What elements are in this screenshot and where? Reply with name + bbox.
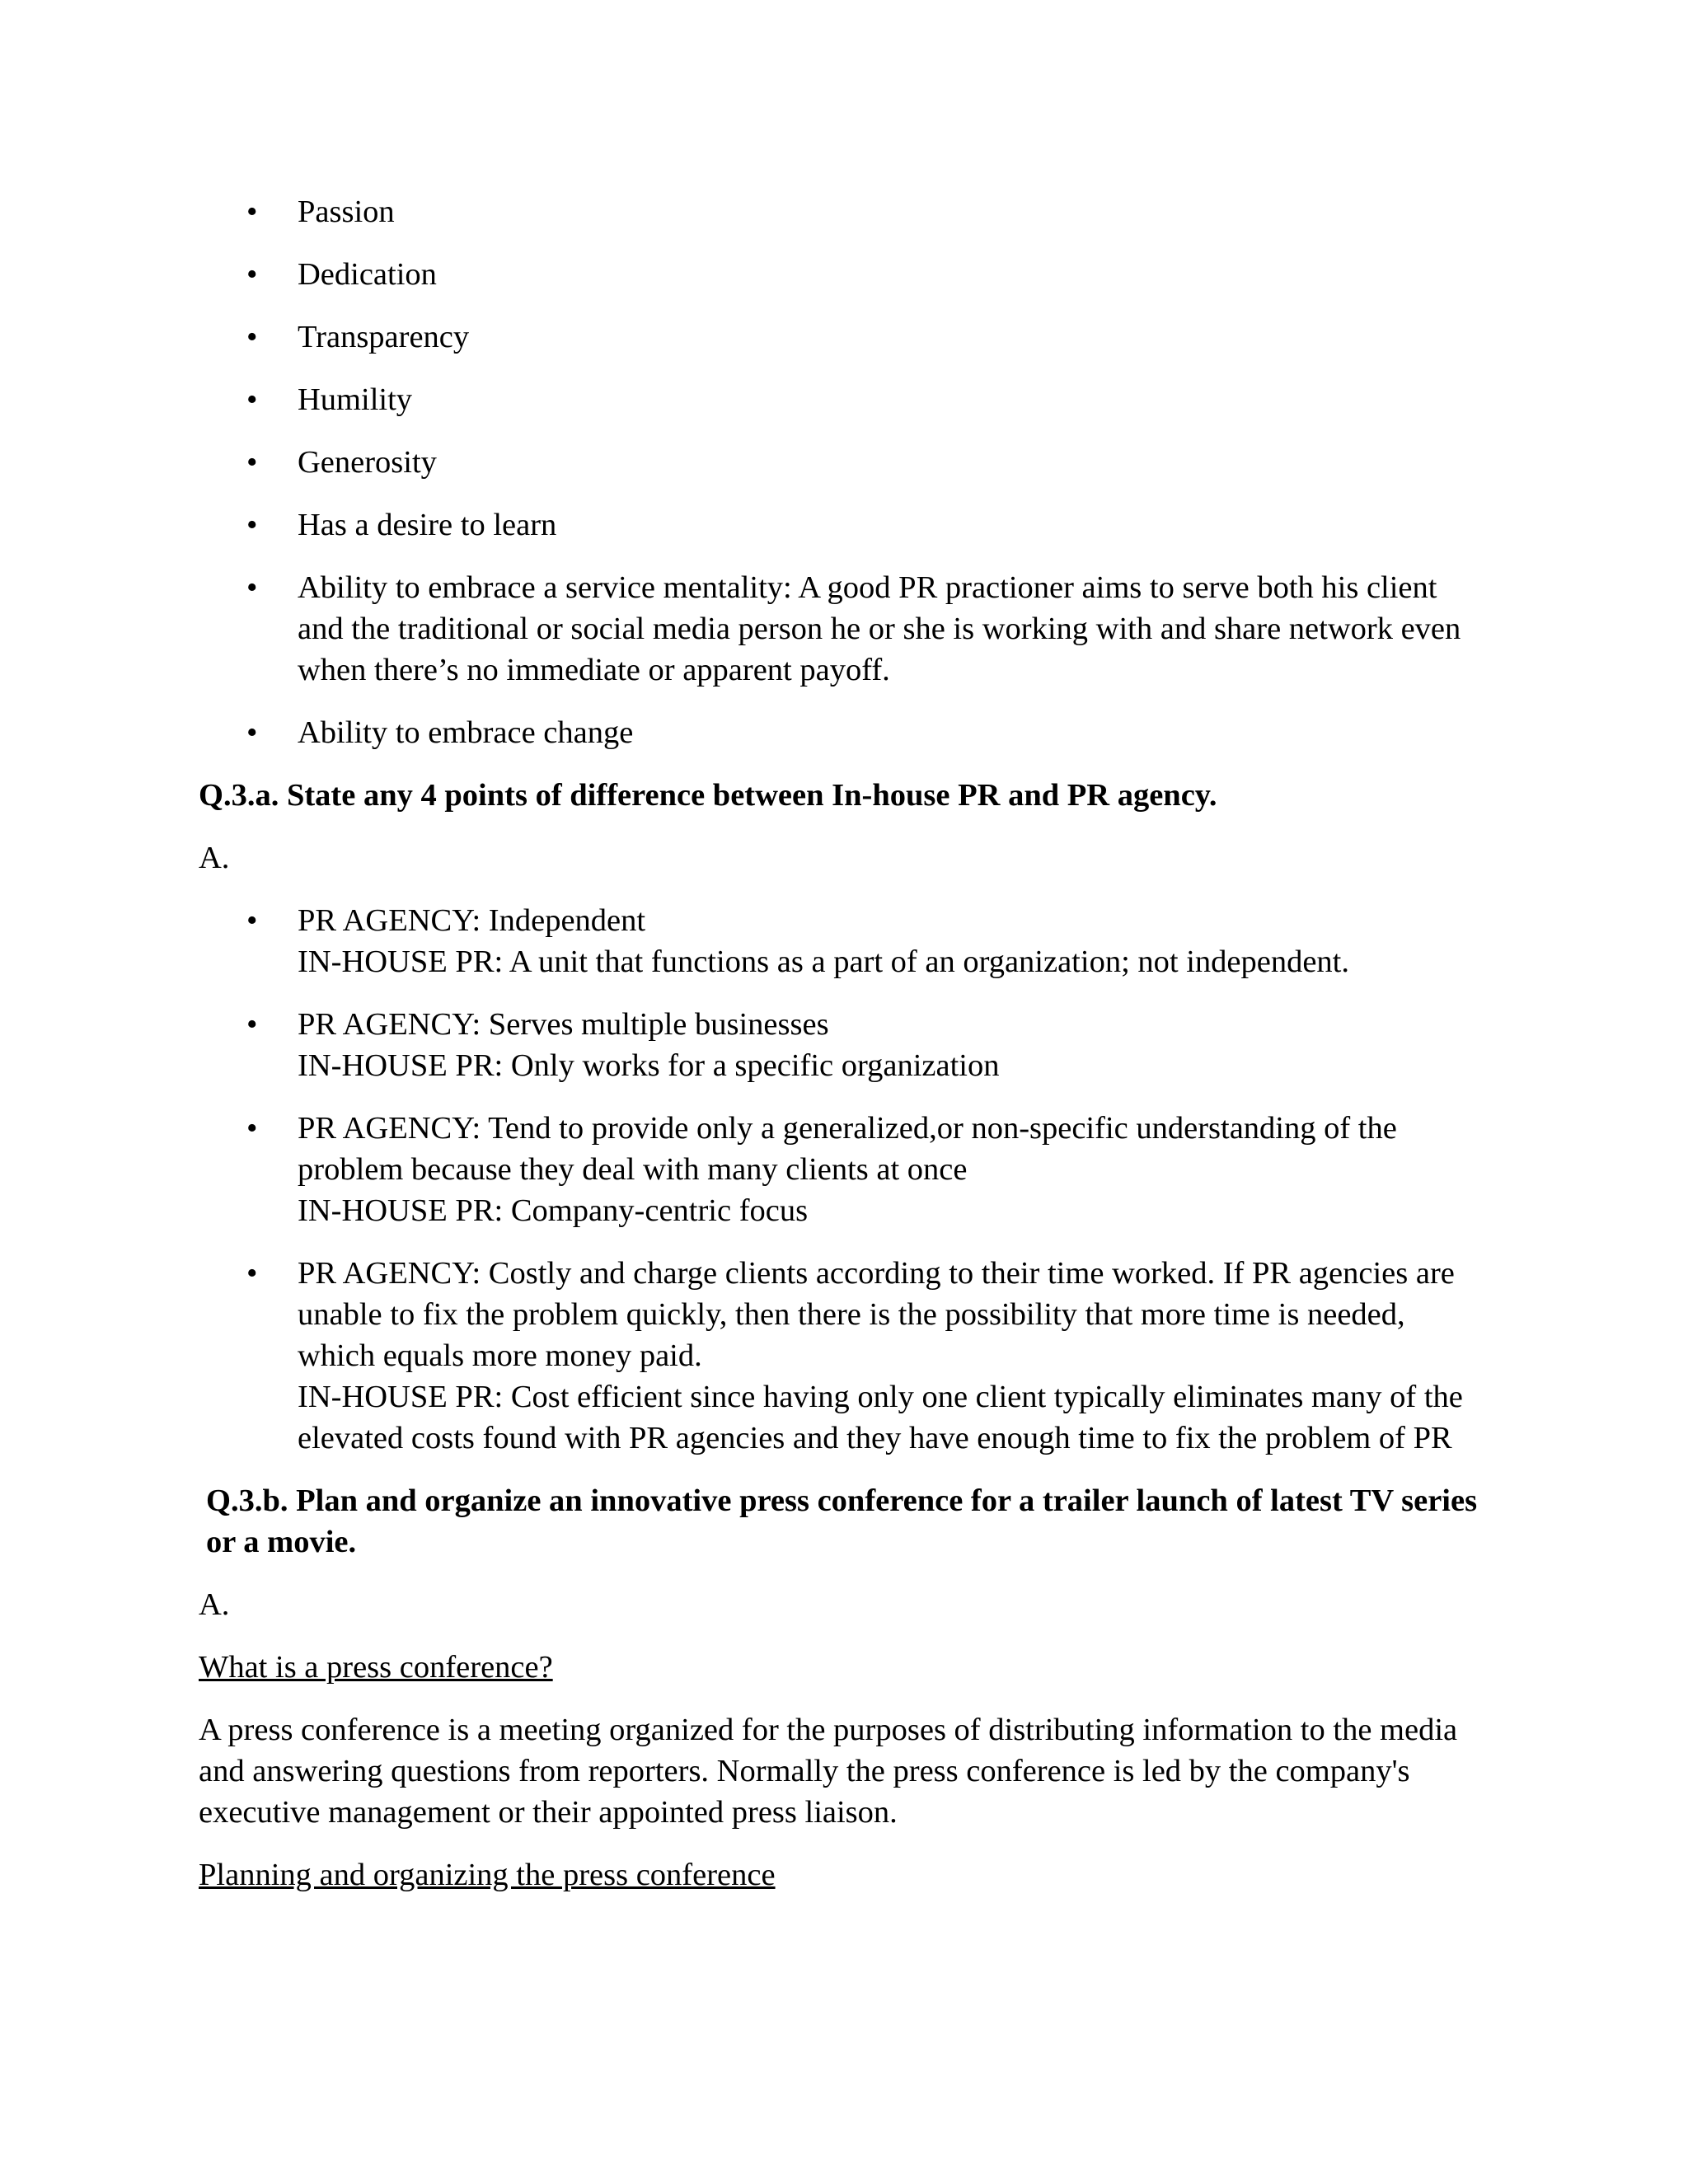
trait-text: Has a desire to learn [298,508,557,542]
list-item [199,567,1484,691]
list-item [199,379,1484,420]
answer-label-3b: A. [199,1587,230,1622]
document-page [199,191,1484,1917]
list-item [199,712,1484,753]
inhouse-point: IN-HOUSE PR: Cost efficient since having only one client typically eliminates many of the elevated costs found with PR agencies and they have enough time to fix the problem of PR [298,1380,1463,1455]
agency-point: PR AGENCY: Tend to provide only a generalized,or non-specific understanding of the problem because they deal with many clients at once [298,1111,1397,1187]
trait-text: Dedication [298,257,437,292]
bullet-glyph: • [246,445,258,480]
list-item [199,504,1484,546]
bullet-glyph: • [246,257,258,292]
bullet-glyph: • [246,1007,258,1042]
question-3b: Q.3.b. Plan and organize an innovative press conference for a trailer launch of latest TV series or a movie. [206,1483,1478,1559]
list-item [199,1004,1484,1086]
agency-point: PR AGENCY: Independent [298,903,646,938]
list-item [199,316,1484,358]
bullet-glyph: • [246,508,258,542]
differences-list [199,900,1484,1459]
definition-paragraph: A press conference is a meeting organized for the purposes of distributing information to the media and answering questions from reporters. Normally the press conference is led by the company's executive management or their appointed press liaison. [199,1713,1458,1830]
trait-text: Ability to embrace a service mentality: A good PR practioner aims to serve both his client and the traditional or social media person he or she is working with and share network even when there’s no immediate or apparent payoff. [298,570,1461,687]
bullet-glyph: • [246,382,258,417]
traits-list [199,191,1484,753]
bullet-glyph: • [246,194,258,229]
bullet-glyph: • [246,320,258,354]
list-item [199,1253,1484,1459]
trait-text: Generosity [298,445,437,480]
list-item [199,1108,1484,1231]
inhouse-point: IN-HOUSE PR: A unit that functions as a part of an organization; not independent. [298,944,1349,979]
inhouse-point: IN-HOUSE PR: Only works for a specific organization [298,1048,1000,1083]
trait-text: Passion [298,194,395,229]
answer-label-3a: A. [199,841,230,875]
bullet-glyph: • [246,570,258,605]
trait-text: Transparency [298,320,470,354]
list-item [199,900,1484,982]
section-heading-planning: Planning and organizing the press conference [199,1858,776,1892]
bullet-glyph: • [246,1111,258,1146]
bullet-glyph: • [246,1256,258,1291]
agency-point: PR AGENCY: Serves multiple businesses [298,1007,829,1042]
list-item [199,254,1484,295]
agency-point: PR AGENCY: Costly and charge clients according to their time worked. If PR agencies are unable to fix the problem quickly, then there is the possibility that more time is needed, which equals more money paid. [298,1256,1455,1373]
question-3a: Q.3.a. State any 4 points of difference between In-house PR and PR agency. [199,778,1217,813]
section-heading-press-conference: What is a press conference? [199,1650,553,1685]
list-item [199,442,1484,483]
trait-text: Ability to embrace change [298,715,634,750]
trait-text: Humility [298,382,413,417]
bullet-glyph: • [246,715,258,750]
inhouse-point: IN-HOUSE PR: Company-centric focus [298,1193,809,1228]
list-item [199,191,1484,232]
bullet-glyph: • [246,903,258,938]
